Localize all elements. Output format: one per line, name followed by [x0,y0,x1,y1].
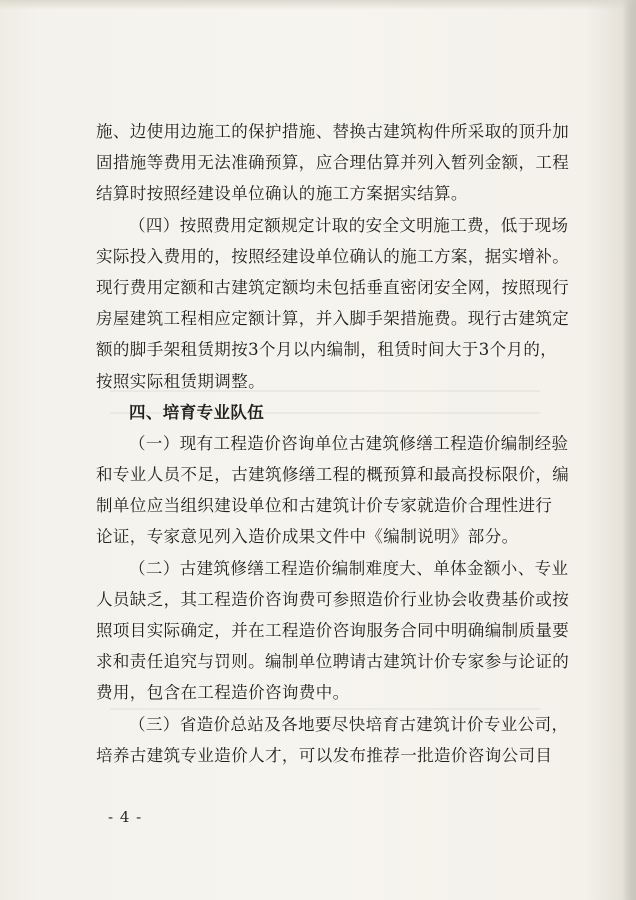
paragraph-one-start: （一）现有工程造价咨询单位古建筑修缮工程造价编制经验 [129,433,569,453]
text-line: 制单位应当组织建设单位和古建筑计价专家就造价合理性进行 [96,496,553,516]
page-top-shadow [0,0,636,10]
text-line: 照项目实际确定，并在工程造价咨询服务合同中明确编制质量要 [96,621,570,640]
paragraph-two-start: （二）古建筑修缮工程造价编制难度大、单体金额小、专业 [129,558,569,578]
text-line: 固措施等费用无法准确预算，应合理估算并列入暂列金额，工程 [96,153,570,173]
section-heading: 四、培育专业队伍 [129,402,265,422]
document-body [96,116,580,771]
text-line: 和专业人员不足，古建筑修缮工程的概预算和最高投标限价，编 [96,465,570,485]
paragraph-four-start: （四）按照费用定额规定计取的安全文明施工费，低于现场 [129,215,569,235]
text-line: 现行费用定额和古建筑定额均未包括垂直密闭安全网，按照现行 [96,277,570,297]
text-line: 按照实际租赁期调整。 [96,371,265,391]
text-line: 额的脚手架租赁期按3个月以内编制，租赁时间大于3个月的， [96,340,558,360]
text-line: 人员缺乏，其工程造价咨询费可参照造价行业协会收费基价或按 [96,589,570,609]
page-right-shadow [622,0,636,900]
text-line: 费用，包含在工程造价咨询费中。 [96,683,350,703]
text-line: 求和责任追究与罚则。编制单位聘请古建筑计价专家参与论证的 [96,652,570,672]
text-line: 论证，专家意见列入造价成果文件中《编制说明》部分。 [96,527,519,547]
text-line: 房屋建筑工程相应定额计算，并入脚手架措施费。现行古建筑定 [96,309,570,329]
page-number: - 4 - [108,808,143,826]
paragraph-three-start: （三）省造价总站及各地要尽快培育古建筑计价专业公司， [129,714,569,734]
text-line: 施、边使用边施工的保护措施、替换古建筑构件所采取的顶升加 [96,122,570,141]
text-line: 结算时按照经建设单位确认的施工方案据实结算。 [96,184,468,204]
text-line: 培养古建筑专业造价人才，可以发布推荐一批造价咨询公司目 [96,745,553,765]
text-line: 实际投入费用的，按照经建设单位确认的施工方案，据实增补。 [96,246,570,266]
